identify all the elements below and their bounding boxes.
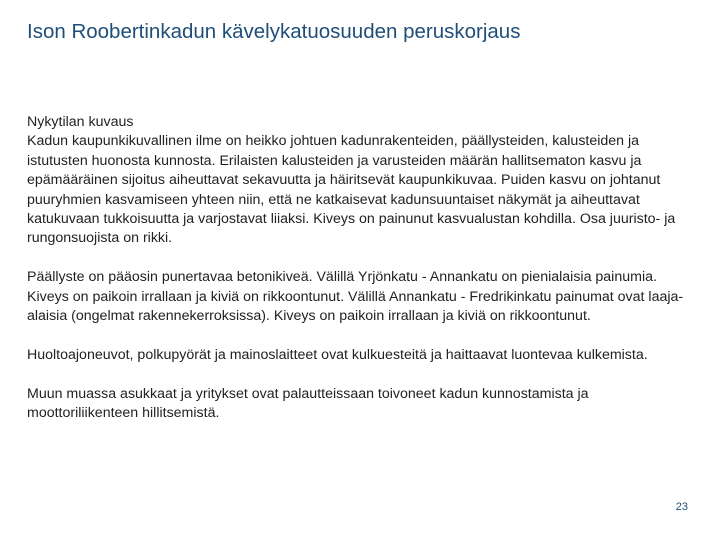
page-number: 23 [675,501,688,513]
paragraph-current-state: Kadun kaupunkikuvallinen ilme on heikko johtuen kadunrakenteiden, päällysteiden, kalusteiden ja istutusten huonosta kunnosta. Erilaisten kalusteiden ja varusteiden määrän hallitsematon kasvu ja epämääräinen sijoitus aiheuttavat sekavuutta ja häiritsevät kaupunkikuvaa. Puiden kasvu on johtanut puuryhmien kasvamiseen yhteen niin, että ne katkaisevat kadunsuuntaiset näkymät ja aiheuttavat katukuvaan tukkoisuutta ja varjostavat liiaksi. Kiveys on painunut kasvualustan kohdilla. Osa juuristo- ja rungonsuojista on rikki. [27,133,676,247]
paragraph-paving: Päällyste on pääosin punertavaa betonikiveä. Välillä Yrjönkatu - Annankatu on pienialaisia painumia. Kiveys on paikoin irrallaan ja kiviä on rikkoontunut. Välillä Annankatu - Fredrikinkatu painumat ovat laaja-alaisia (ongelmat rakennekerroksissa). Kiveys on paikoin irrallaan ja kiviä on rikkoontunut. [27,269,684,325]
paragraph-feedback: Muun muassa asukkaat ja yritykset ovat palautteissaan toivoneet kadun kunnostamista ja moottoriliikenteen hillitsemistä. [27,385,589,422]
section-heading: Nykytilan kuvaus [27,114,134,130]
paragraph-obstacles: Huoltoajoneuvot, polkupyörät ja mainoslaitteet ovat kulkuesteitä ja haittaavat luontevaa kulkemista. [27,346,648,363]
slide-body [27,113,693,443]
slide-title: Ison Roobertinkadun kävelykatuosuuden peruskorjaus [27,20,521,43]
